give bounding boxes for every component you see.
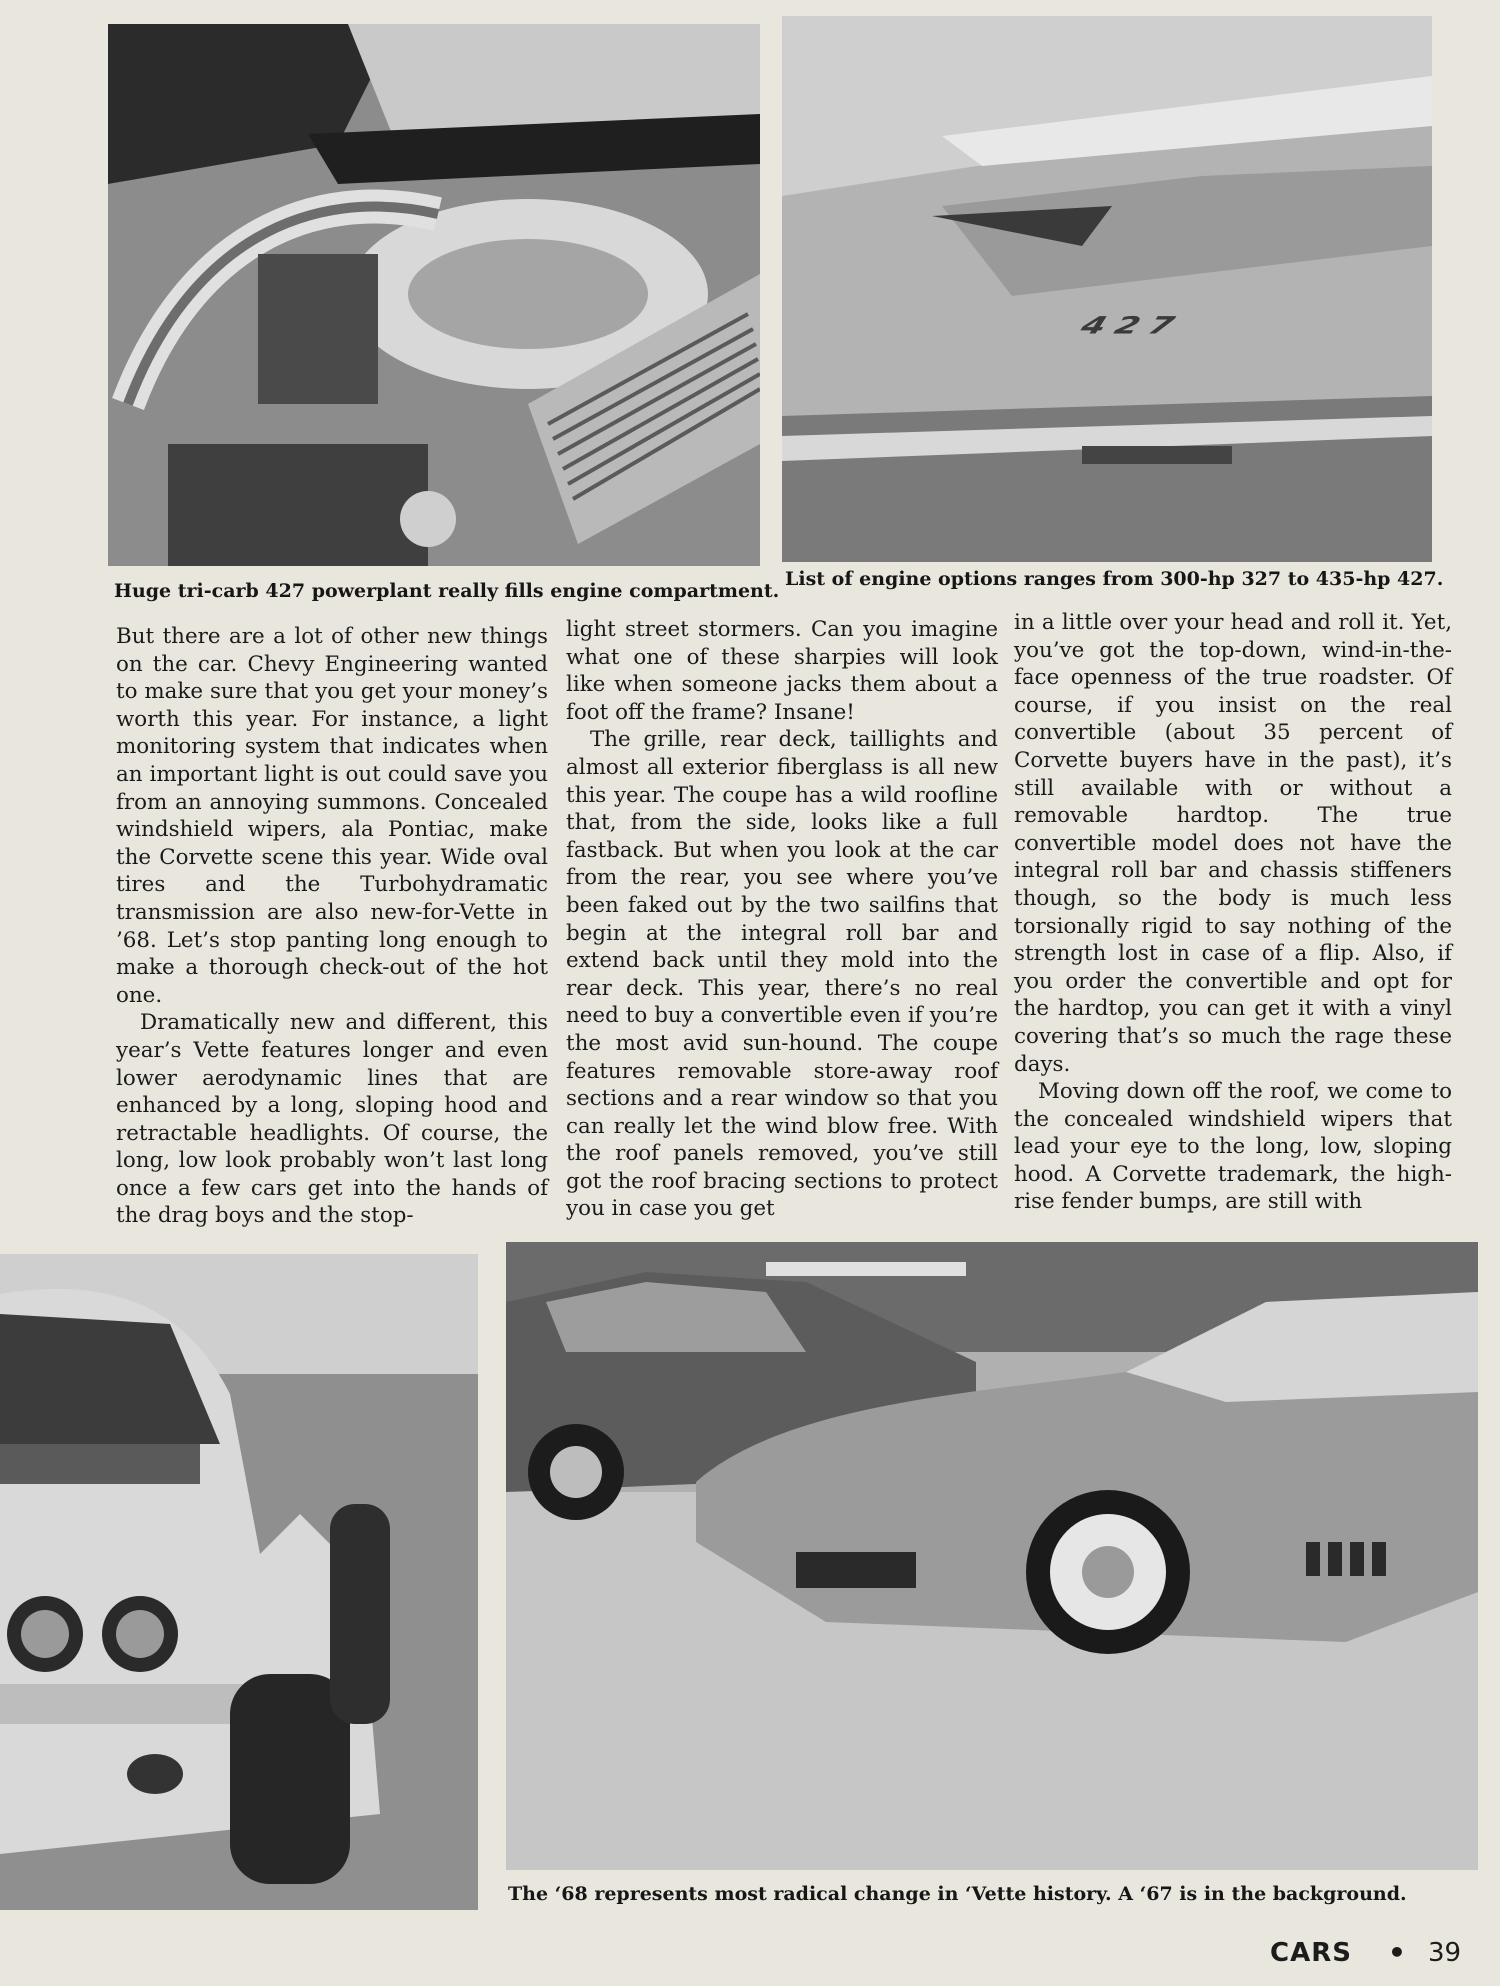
engine-compartment-photo: [108, 24, 760, 566]
article-column-2: [566, 616, 998, 1223]
engine-photo-caption: Huge tri-carb 427 powerplant really fills engine compartment.: [114, 580, 780, 602]
footer-bullet: •: [1388, 1936, 1406, 1969]
hood-photo-caption: List of engine options ranges from 300-hp 327 to 435-hp 427.: [785, 568, 1444, 590]
magazine-name: CARS: [1270, 1938, 1352, 1968]
hood-badge-427: 427: [1076, 312, 1189, 340]
page-number: 39: [1428, 1938, 1462, 1968]
article-paragraph: The grille, rear deck, taillights and almost all exterior fiberglass is all new this year. The coupe has a wild roofline that, from the side, looks like a full fastback. But when you look at the car from the rear, you see where you’ve been faked out by the two sailfins that begin at the integral roll bar and extend back until they mold into the rear deck. This year, there’s no real need to buy a convertible even if you’re the most avid sun-hound. The coupe features removable store-away roof sections and a rear window so that you can really let the wind blow free. With the roof panels removed, you’ve still got the roof bracing sections to protect you in case you get: [566, 727, 998, 1222]
cars-photo-caption: The ‘68 represents most radical change in ‘Vette history. A ‘67 is in the background.: [508, 1883, 1407, 1905]
engine-illustration: [108, 24, 760, 566]
article-paragraph: in a little over your head and roll it. Yet, you’ve got the top-down, wind-in-the-face openness of the true roadster. Of course, if you insist on the real convertible (about 35 percent of Corvette buyers have in the past), it’s still available with or without a removable hardtop. The true convertible model does not have the integral roll bar and chassis stiffeners though, so the body is much less torsionally rigid to say nothing of the strength lost in case of a flip. Also, if you order the convertible and opt for the hardtop, you can get it with a vinyl covering that’s so much the rage these days.: [1014, 610, 1452, 1077]
corvettes-68-and-67-photo: [506, 1242, 1478, 1870]
rear-car-illustration: [0, 1254, 478, 1910]
hood-emblem-photo: [782, 16, 1432, 562]
article-paragraph: light street stormers. Can you imagine what one of these sharpies will look like when someone jacks them about a foot off the frame? Insane!: [566, 617, 998, 725]
article-paragraph: But there are a lot of other new things on the car. Chevy Engineering wanted to make sure that you get your money’s worth this year. For instance, a light monitoring system that indicates when an important light is out could save you from an annoying summons. Concealed windshield wipers, ala Pontiac, make the Corvette scene this year. Wide oval tires and the Turbohydramatic transmission are also new-for-Vette in ’68. Let’s stop panting long enough to make a thorough check-out of the hot one.: [116, 624, 548, 1008]
article-column-1: [116, 623, 548, 1230]
hood-illustration: [782, 16, 1432, 562]
article-column-3: [1014, 609, 1452, 1216]
article-paragraph: Dramatically new and different, this year’s Vette features longer and even lower aerodynamic lines that are enhanced by a long, sloping hood and retractable headlights. Of course, the long, low look probably won’t last long once a few cars get into the hands of the drag boys and the stop-: [116, 1010, 548, 1229]
two-cars-illustration: [506, 1242, 1478, 1870]
article-paragraph: Moving down off the roof, we come to the concealed windshield wipers that lead your eye to the long, low, sloping hood. A Corvette trademark, the high-rise fender bumps, are still with: [1014, 1079, 1452, 1215]
page-footer: [1270, 1936, 1500, 1976]
corvette-rear-photo: [0, 1254, 478, 1910]
